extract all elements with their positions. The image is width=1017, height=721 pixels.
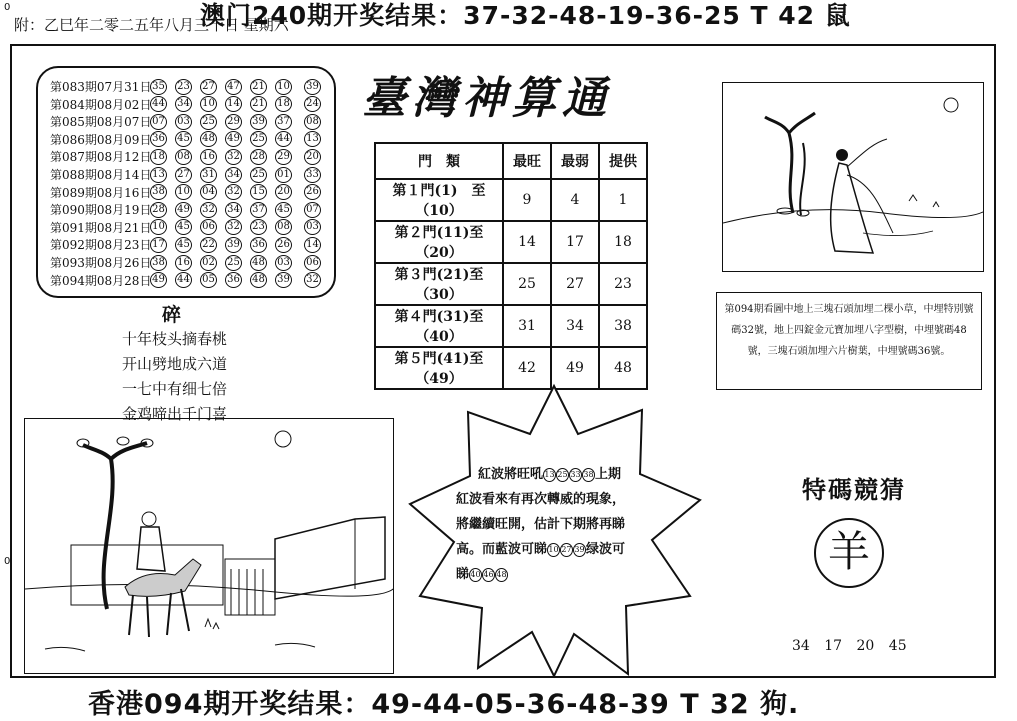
number-ball: 39 (250, 114, 267, 130)
history-row (50, 272, 329, 289)
history-period-label: 第084期08月02日 (50, 97, 152, 112)
number-ball: 48 (200, 131, 217, 147)
poem-title: 碎 (162, 304, 182, 326)
odds-hottest: 42 (503, 347, 551, 389)
number-ball: 23 (175, 79, 192, 95)
number-ball: 10 (547, 543, 560, 557)
number-ball: 49 (150, 272, 167, 288)
special-number-ball: 20 (304, 149, 321, 165)
number-ball: 06 (200, 219, 217, 235)
number-ball: 28 (250, 149, 267, 165)
number-ball: 32 (225, 219, 242, 235)
history-period-label: 第090期08月19日 (50, 203, 152, 218)
number-ball: 37 (275, 114, 292, 130)
odds-coldest: 17 (551, 221, 599, 263)
woman-illustration (722, 82, 984, 272)
star-line (456, 562, 508, 587)
history-row (50, 96, 329, 113)
guess-numbers: 34 17 20 45 (792, 638, 907, 654)
guess-title: 特碼競猜 (802, 475, 906, 504)
number-ball: 49 (175, 202, 192, 218)
number-ball: 31 (200, 167, 217, 183)
page-title: 臺灣神算通 (362, 73, 612, 124)
number-ball: 10 (275, 79, 292, 95)
table-row (375, 221, 647, 263)
woman-tree-drawing (723, 83, 984, 272)
number-ball: 15 (250, 184, 267, 200)
number-ball: 32 (200, 202, 217, 218)
history-period-label: 第092期08月23日 (50, 238, 152, 253)
odds-table (374, 142, 648, 390)
history-period-label: 第094期08月28日 (50, 273, 152, 288)
star-text: 绿波可 (586, 542, 626, 557)
odds-provided: 23 (599, 263, 647, 305)
odds-coldest: 49 (551, 347, 599, 389)
special-number-ball: 24 (304, 96, 321, 112)
number-ball: 21 (250, 96, 267, 112)
date-line: 附：乙巳年二零二五年八月三十日 星期六 (14, 16, 289, 34)
special-number-ball: 07 (304, 202, 321, 218)
odds-hottest: 14 (503, 221, 551, 263)
corner-mark: 0 (4, 2, 11, 13)
history-period-label: 第085期08月07日 (50, 115, 152, 130)
star-line (478, 462, 621, 487)
odds-range: 第５門(41)至（49） (375, 347, 503, 389)
history-period-label: 第088期08月14日 (50, 168, 152, 182)
number-ball: 32 (225, 149, 242, 165)
odds-provided: 18 (599, 221, 647, 263)
star-text: 高。而藍波可睇 (456, 542, 548, 557)
history-row (50, 201, 329, 218)
special-number-ball: 08 (304, 114, 321, 130)
special-number-ball: 06 (304, 255, 321, 271)
number-ball: 18 (275, 96, 292, 112)
number-ball: 25 (200, 114, 217, 130)
number-ball: 18 (150, 149, 167, 165)
odds-provided: 1 (599, 179, 647, 221)
clue-text: 第094期看圖中地上三塊石頭加埋二棵小草，中埋特別號碼32號，地上四錠金元寶加埋八字型樹，中埋號碼48號，三塊石頭加埋六片樹葉，中埋號碼36號。 (716, 292, 982, 390)
number-ball: 39 (275, 272, 292, 288)
number-ball: 29 (225, 114, 242, 130)
history-period-label: 第086期08月09日 (50, 132, 152, 147)
history-period-label: 第083期07月31日 (50, 80, 152, 94)
poem-line: 金鸡啼出千门喜 (122, 405, 228, 423)
number-ball: 23 (250, 219, 267, 235)
number-ball: 36 (250, 237, 267, 253)
odds-header-coldest: 最弱 (551, 143, 599, 179)
number-ball: 25 (225, 255, 242, 271)
table-row (375, 305, 647, 347)
number-ball: 16 (200, 149, 217, 165)
number-ball: 49 (225, 131, 242, 147)
number-ball: 38 (582, 468, 595, 482)
poem-line: 一七中有细七倍 (122, 380, 228, 398)
number-ball: 35 (150, 79, 167, 95)
number-ball: 36 (225, 272, 242, 288)
number-ball: 34 (175, 96, 192, 112)
number-ball: 45 (275, 202, 292, 218)
table-row (375, 179, 647, 221)
star-text: 上期 (595, 467, 622, 482)
history-row (50, 219, 329, 236)
number-ball: 33 (569, 468, 582, 482)
number-ball: 04 (200, 184, 217, 200)
number-ball: 01 (275, 167, 292, 183)
zodiac-badge: 羊 (814, 518, 884, 588)
number-ball: 47 (225, 79, 242, 95)
macau-result-banner: 澳门240期开奖结果：37-32-48-19-36-25 T 42 鼠 (200, 1, 851, 30)
number-ball: 27 (175, 167, 192, 183)
number-ball: 44 (275, 131, 292, 147)
number-ball: 34 (225, 167, 242, 183)
table-row (375, 263, 647, 305)
number-ball: 03 (175, 114, 192, 130)
number-ball: 39 (225, 237, 242, 253)
number-ball: 25 (250, 131, 267, 147)
number-ball: 37 (250, 202, 267, 218)
history-row (50, 254, 329, 271)
hongkong-result-banner: 香港094期开奖结果：49-44-05-36-48-39 T 32 狗. (88, 689, 800, 720)
number-ball: 13 (543, 468, 556, 482)
number-ball: 44 (150, 96, 167, 112)
number-ball: 48 (250, 272, 267, 288)
history-row (50, 148, 329, 165)
history-row (50, 113, 329, 130)
odds-hottest: 31 (503, 305, 551, 347)
number-ball: 05 (200, 272, 217, 288)
corner-mark-left: 0 (4, 556, 11, 567)
special-number-ball: 14 (304, 237, 321, 253)
number-ball: 14 (225, 96, 242, 112)
number-ball: 21 (250, 79, 267, 95)
number-ball: 27 (200, 79, 217, 95)
history-period-label: 第089期08月16日 (50, 185, 152, 200)
number-ball: 36 (150, 131, 167, 147)
odds-coldest: 34 (551, 305, 599, 347)
number-ball: 26 (275, 237, 292, 253)
history-panel (36, 66, 336, 298)
number-ball: 22 (200, 237, 217, 253)
number-ball: 32 (225, 184, 242, 200)
number-ball: 48 (250, 255, 267, 271)
number-ball: 08 (275, 219, 292, 235)
number-ball: 08 (175, 149, 192, 165)
odds-header-hottest: 最旺 (503, 143, 551, 179)
special-number-ball: 03 (304, 219, 321, 235)
number-ball: 28 (150, 202, 167, 218)
number-ball: 02 (200, 255, 217, 271)
history-row (50, 166, 329, 183)
number-ball: 39 (573, 543, 586, 557)
star-line: 將繼續旺開，估計下期將再睇 (456, 517, 626, 532)
star-line (456, 537, 625, 562)
number-ball: 03 (275, 255, 292, 271)
odds-header-category: 門 類 (375, 143, 503, 179)
number-ball: 07 (150, 114, 167, 130)
history-period-label: 第087期08月12日 (50, 150, 152, 165)
number-ball: 27 (560, 543, 573, 557)
odds-range: 第２門(11)至（20） (375, 221, 503, 263)
odds-range: 第３門(21)至（30） (375, 263, 503, 305)
poem-line: 十年枝头摘春桃 (122, 330, 228, 348)
special-number-ball: 32 (304, 272, 321, 288)
odds-provided: 48 (599, 347, 647, 389)
number-ball: 45 (175, 237, 192, 253)
star-line: 紅波看來有再次轉威的現象， (456, 492, 626, 507)
history-row (50, 131, 329, 148)
number-ball: 10 (175, 184, 192, 200)
odds-coldest: 4 (551, 179, 599, 221)
special-number-ball: 26 (304, 184, 321, 200)
special-number-ball: 33 (304, 167, 321, 183)
number-ball: 45 (175, 219, 192, 235)
number-ball: 38 (150, 184, 167, 200)
odds-provided: 38 (599, 305, 647, 347)
special-number-ball: 13 (304, 131, 321, 147)
odds-header-provided: 提供 (599, 143, 647, 179)
number-ball: 16 (175, 255, 192, 271)
history-period-label: 第093期08月26日 (50, 256, 152, 270)
number-ball: 25 (250, 167, 267, 183)
odds-table-header (375, 143, 647, 179)
number-ball: 20 (275, 184, 292, 200)
poem-line: 开山劈地成六道 (122, 355, 228, 373)
donkey-rider-drawing (25, 419, 394, 674)
odds-range: 第１門(1) 至（10） (375, 179, 503, 221)
history-row (50, 184, 329, 201)
number-ball: 29 (275, 149, 292, 165)
star-text: 睇 (456, 567, 470, 582)
star-text: 紅波將旺吼 (478, 467, 544, 482)
number-ball: 10 (200, 96, 217, 112)
number-ball: 48 (495, 568, 508, 582)
special-number-ball: 39 (304, 79, 321, 95)
number-ball: 25 (556, 468, 569, 482)
number-ball: 44 (175, 272, 192, 288)
number-ball: 46 (482, 568, 495, 582)
odds-hottest: 9 (503, 179, 551, 221)
number-ball: 40 (469, 568, 482, 582)
history-period-label: 第091期08月21日 (50, 220, 152, 235)
donkey-illustration (24, 418, 394, 674)
number-ball: 45 (175, 131, 192, 147)
odds-hottest: 25 (503, 263, 551, 305)
number-ball: 34 (225, 202, 242, 218)
odds-coldest: 27 (551, 263, 599, 305)
history-row (50, 78, 329, 95)
number-ball: 17 (150, 237, 167, 253)
number-ball: 38 (150, 255, 167, 271)
odds-range: 第４門(31)至（40） (375, 305, 503, 347)
history-row (50, 236, 329, 253)
number-ball: 13 (150, 167, 167, 183)
number-ball: 10 (150, 219, 167, 235)
